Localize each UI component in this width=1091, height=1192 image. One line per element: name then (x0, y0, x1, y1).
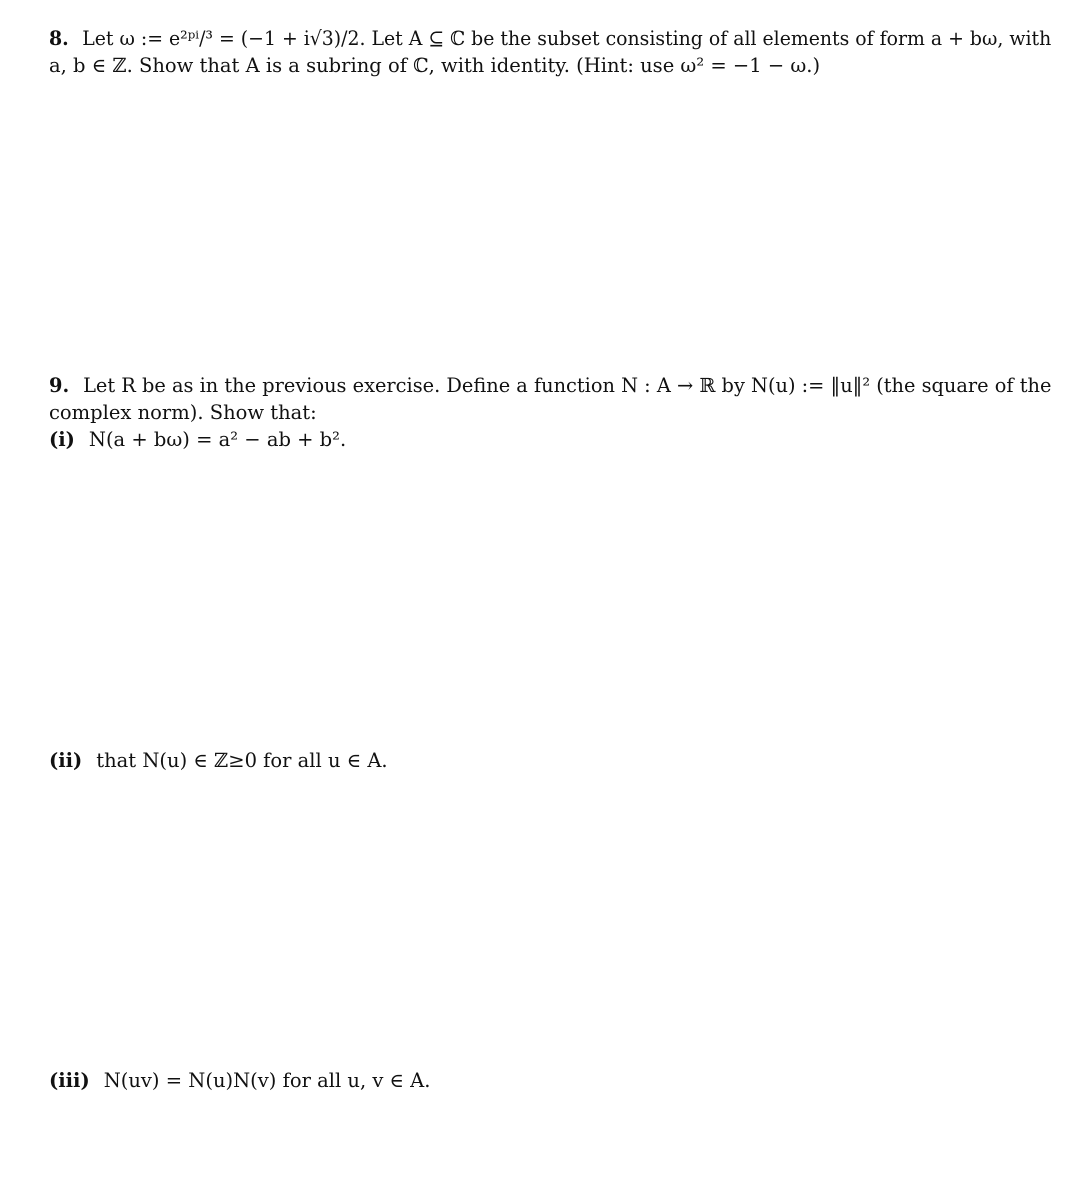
exercise-9-text-1: Let R be as in the previous exercise. Define a function N : A → ℝ by N(u) := ‖u‖² (the square of the (83, 374, 1052, 397)
part-ii-label: (ii) (49, 749, 83, 772)
part-ii-text: that N(u) ∈ ℤ≥0 for all u ∈ A. (96, 749, 388, 772)
exercise-8-line-1 (49, 26, 1051, 52)
part-iii-label: (iii) (49, 1069, 90, 1092)
exercise-8-text-1: Let ω := e²ᵖⁱ/³ = (−1 + i√3)/2. Let A ⊆ ℂ be the subset consisting of all elements of form a + bω, with (82, 27, 1052, 50)
part-i-text: N(a + bω) = a² − ab + b². (88, 428, 347, 451)
exercise-9-line-1 (49, 373, 1051, 399)
exercise-9-part-i (49, 427, 346, 453)
part-iii-text: N(uv) = N(u)N(v) for all u, v ∈ A. (103, 1069, 431, 1092)
part-i-label: (i) (49, 428, 75, 451)
exercise-9-part-ii (49, 748, 388, 774)
exercise-8-line-2: a, b ∈ ℤ. Show that A is a subring of ℂ, with identity. (Hint: use ω² = −1 − ω.) (49, 54, 821, 77)
exercise-9-line-2: complex norm). Show that: (49, 401, 317, 424)
exercise-8-number: 8. (49, 27, 69, 50)
exercise-9-part-iii (49, 1068, 430, 1094)
exercise-9-number: 9. (49, 374, 70, 397)
